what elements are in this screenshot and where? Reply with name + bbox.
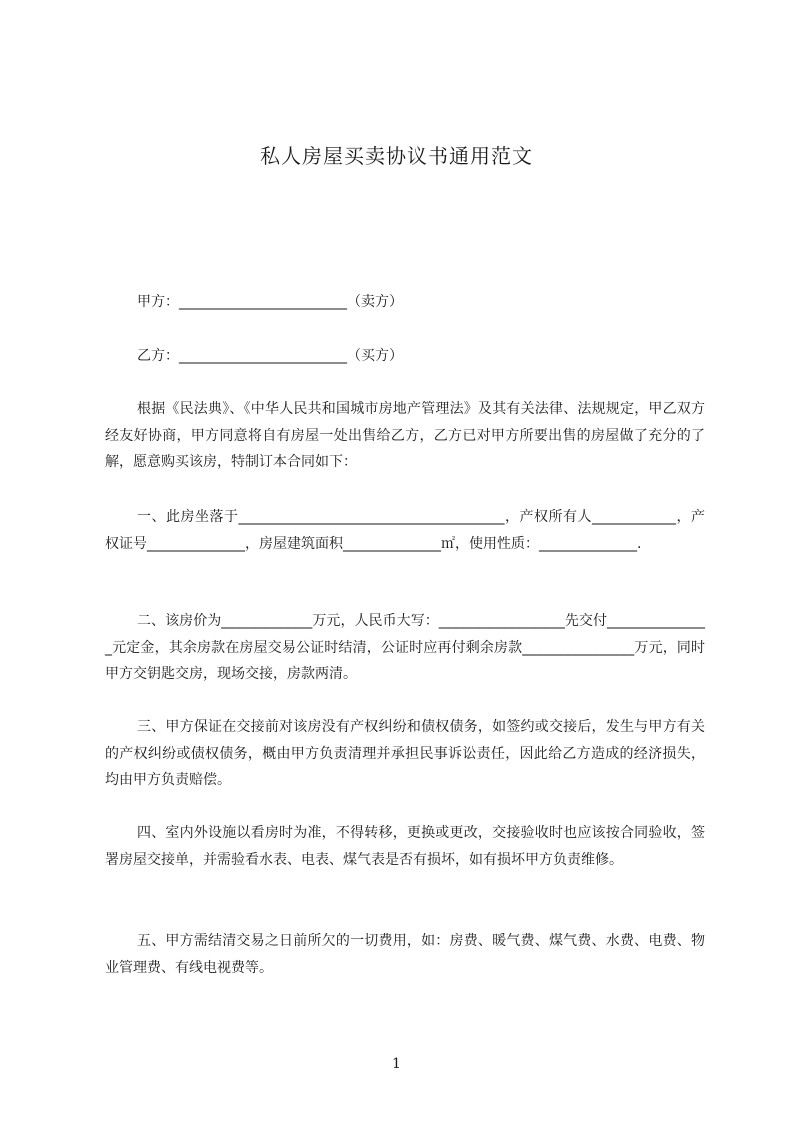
clause-2-paragraph: 二、该房价为_____________万元，人民币大写：__________________先交付_______________元定金，其余房款在房屋交易公证时结清，公证时应再付剩余房款________________万元，同时甲方交钥匙交房，现场交接，房款两清。 [105,613,705,682]
preamble-paragraph: 根据《民法典》、《中华人民共和国城市房地产管理法》及其有关法律、法规规定，甲乙双方经友好协商，甲方同意将自有房屋一处出售给乙方，乙方已对甲方所要出售的房屋做了充分的了解，愿意购买该房，特制订本合同如下： [105,401,705,470]
document-title: 私人房屋买卖协议书通用范文 [260,144,533,168]
clause-1-paragraph: 一、此房坐落于______________________________________，产权所有人____________，产权证号______________，房屋建筑面积______________㎡，使用性质：______________. [105,509,705,552]
party-a-line: 甲方：________________________（卖方） [137,294,403,310]
clause-3-paragraph: 三、甲方保证在交接前对该房没有产权纠纷和债权债务，如签约或交接后，发生与甲方有关的产权纠纷或债权债务，概由甲方负责清理并承担民事诉讼责任，因此给乙方造成的经济损失，均由甲方负责赔偿。 [105,719,705,788]
clause-4-paragraph: 四、室内外设施以看房时为准，不得转移，更换或更改，交接验收时也应该按合同验收，签署房屋交接单，并需验看水表、电表、煤气表是否有损坏，如有损坏甲方负责维修。 [105,825,705,868]
page-number: 1 [392,1056,401,1072]
clause-5-paragraph: 五、甲方需结清交易之日前所欠的一切费用，如：房费、暖气费、煤气费、水费、电费、物业管理费、有线电视费等。 [105,933,705,976]
party-b-line: 乙方：________________________（买方） [137,348,403,364]
